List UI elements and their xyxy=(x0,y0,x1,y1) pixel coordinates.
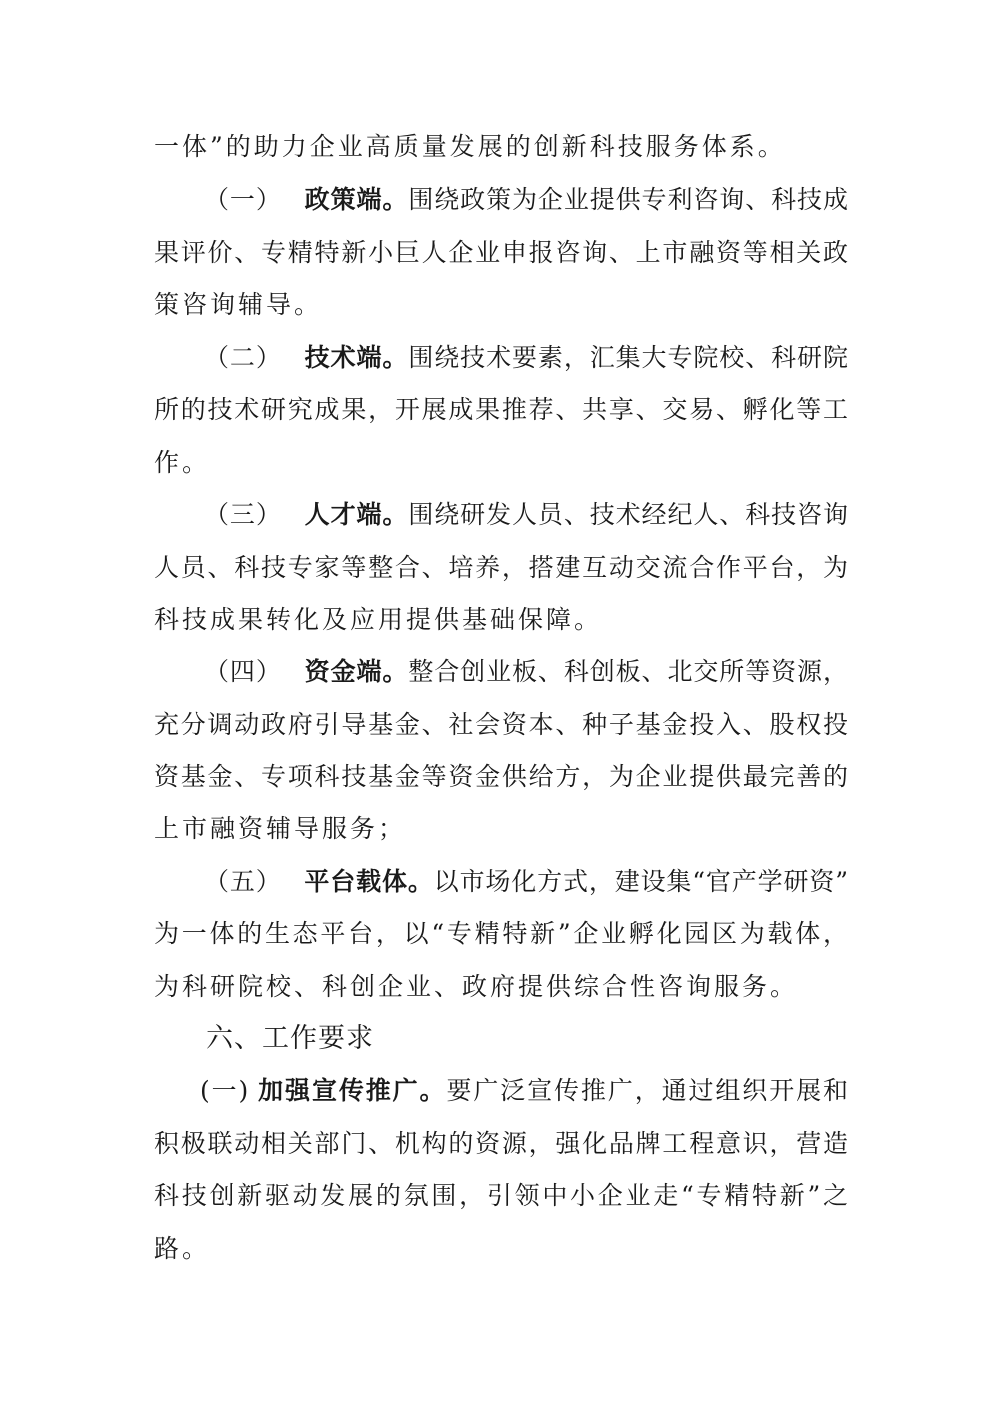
paragraph-first-line xyxy=(204,646,848,698)
paragraph-line: 作。 xyxy=(154,448,211,477)
paragraph-line: 一体”的助力企业高质量发展的创新科技服务体系。 xyxy=(154,132,786,161)
item-number: （一） xyxy=(204,185,282,214)
paragraph-line: 充分调动政府引导基金、社会资本、种子基金投入、股权投 xyxy=(154,710,848,739)
paragraph-first-line xyxy=(204,174,848,226)
paragraph-first-line xyxy=(204,856,848,908)
paragraph-first-line xyxy=(200,1065,848,1117)
paragraph-line: 为科研院校、科创企业、政府提供综合性咨询服务。 xyxy=(154,972,799,1001)
item-lead: 加强宣传推广。 xyxy=(258,1076,447,1105)
item-text: 以市场化方式，建设集“官产学研资” xyxy=(433,867,848,896)
paragraph-line: 上市融资辅导服务； xyxy=(154,814,407,843)
item-text: 围绕技术要素，汇集大专院校、科研院 xyxy=(408,343,848,372)
paragraph-line: 科技成果转化及应用提供基础保障。 xyxy=(154,605,603,634)
paragraph-line: 路。 xyxy=(154,1234,211,1263)
item-lead: 技术端。 xyxy=(303,343,409,372)
item-lead: 平台载体。 xyxy=(303,867,434,896)
paragraph-first-line xyxy=(204,489,848,541)
paragraph-first-line xyxy=(204,332,848,384)
item-lead: 资金端。 xyxy=(303,657,409,686)
paragraph-line: 资基金、专项科技基金等资金供给方，为企业提供最完善的 xyxy=(154,762,848,791)
item-text: 围绕研发人员、技术经纪人、科技咨询 xyxy=(408,500,848,529)
item-number: （二） xyxy=(204,343,282,372)
item-lead: 人才端。 xyxy=(303,500,409,529)
paragraph-line: 果评价、专精特新小巨人企业申报咨询、上市融资等相关政 xyxy=(154,238,848,267)
item-number: （五） xyxy=(204,867,282,896)
item-number: （三） xyxy=(204,500,282,529)
paragraph-line: 科技创新驱动发展的氛围，引领中小企业走“专精特新”之 xyxy=(154,1181,848,1210)
item-text: 要广泛宣传推广，通过组织开展和 xyxy=(446,1076,848,1105)
item-text: 整合创业板、科创板、北交所等资源， xyxy=(408,657,848,686)
paragraph-line: 所的技术研究成果，开展成果推荐、共享、交易、孵化等工 xyxy=(154,395,848,424)
paragraph-line: 策咨询辅导。 xyxy=(154,290,323,319)
paragraph-line: 积极联动相关部门、机构的资源，强化品牌工程意识，营造 xyxy=(154,1129,848,1158)
item-number: (一) xyxy=(200,1076,249,1105)
paragraph-line: 人员、科技专家等整合、培养，搭建互动交流合作平台，为 xyxy=(154,553,848,582)
item-lead: 政策端。 xyxy=(303,185,409,214)
item-number: （四） xyxy=(204,657,282,686)
section-heading: 六、工作要求 xyxy=(206,1023,374,1054)
paragraph-line: 为一体的生态平台，以“专精特新”企业孵化园区为载体， xyxy=(154,919,848,948)
item-text: 围绕政策为企业提供专利咨询、科技成 xyxy=(408,185,848,214)
